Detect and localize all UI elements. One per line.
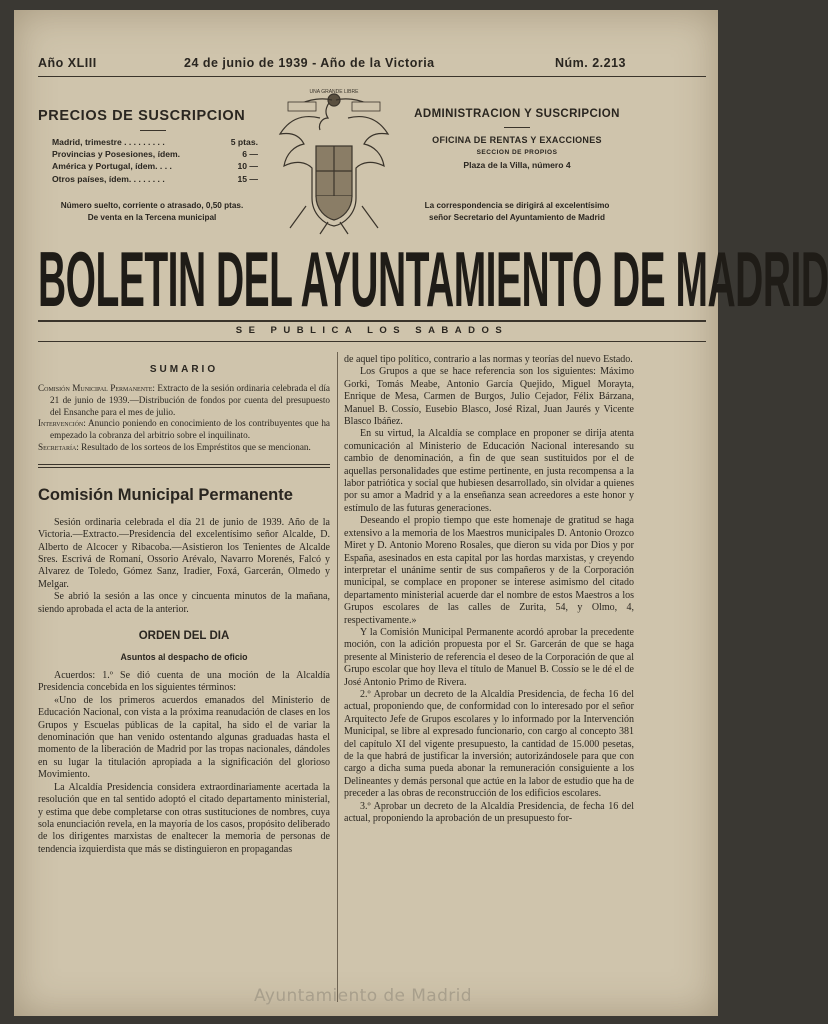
divider [504,127,530,128]
single-copy-note: Número suelto, corriente o atrasado, 0,50 ptas. [60,201,244,210]
sumario-item-head: Comisión Municipal Permanente: [38,383,155,393]
sumario-title: SUMARIO [149,364,219,375]
crest-ribbon-right [352,102,380,111]
coat-of-arms-icon [276,88,392,234]
decree-2-paragraph: 2.º Aprobar un decreto de la Alcaldía Presidencia, de fecha 16 del actual, proponiendo que, de conformidad con lo interesado por el señor Arquitecto Jefe de Grupos escolares y lo informado por la Intervención Municipal, se libre al expresado funcionario, con cargo al concepto 381 del capítulo XI del vigente presupuesto, la cantidad de 15.000 pesetas, de la que habrá de justificar la inversión; autorizándosele para que con cargo a dicha suma pueda abonar la remuneración consiguiente a los Delineantes y demás personal que actúe en la labor de estudio que ha de preceder a las obras de reconstrucción de los edificios escolares. [344,688,634,800]
newspaper-title: BOLETIN DEL AYUNTAMIENTO DE MADRID [38,235,828,323]
issue-year: Año XLIII [38,56,97,70]
price-value: 15 — [237,173,258,184]
masthead-rule [38,320,706,322]
column-divider [337,352,338,1002]
office-address: Plaza de la Villa, número 4 [463,160,571,170]
homage-paragraph: Deseando el propio tiempo que este homenaje de gratitud se haga extensivo a la memoria de los Maestros municipales D. Antonio Orozco Miret y D. Antonio Moreno Rosales, que dieron su vida por Dios y por España, asesinados en esta capital por las hordas marxistas, y creyendo interpretar el unánime sentir de sus compañeros y de la Corporación municipal, se complace en proponer se interese asimismo del citado departamento ministerial acuerde dar el nombre de estos Maestros a los Grupos escolares de las calles de Zurita, 54, y Olmo, 4, respectivamente.» [344,515,634,626]
price-row [52,173,258,185]
sumario-item [38,442,330,454]
right-column [344,354,634,825]
session-intro: Sesión ordinaria celebrada el día 21 de junio de 1939. Año de la Victoria.—Extracto.—Presidencia del excelentísimo señor Alcalde, D. Alberto de Alcocer y Ribacoba.—Asistieron los Tenientes de Alcalde Sres. Escrivá de Romaní, Ossorio Arévalo, Navarro Morenés, Falcó y Alvarez de Toledo, Gómez Sanz, Iradier, Foxá, Garcerán, Olmedo y Melgar. [38,516,330,590]
asuntos-heading: Asuntos al despacho de oficio [120,652,248,663]
left-column [38,352,330,856]
subscription-prices [52,136,258,185]
price-row [52,136,258,148]
sumario-item-text: Extracto de la sesión ordinaria celebrada el día 21 de junio de 1939.—Distribución de fondos por cuenta del presupuesto del Ensanche para el mes de julio. [50,383,330,417]
continued-paragraph: de aquel tipo político, contrario a las normas y teorías del nuevo Estado. [344,354,633,365]
office-section: SECCION DE PROPIOS [476,149,558,156]
price-value: 5 ptas. [230,137,258,147]
motion-paragraph: La Alcaldía Presidencia considera extraordinariamente acertada la resolución que en tal sentido adoptó el citado departamento ministerial, y estima que debe completarse con otras sustituciones de nombres, cuya sola enunciación revela, en la mayoría de los casos, propósito deliberado de los dirigentes marxistas de enaltecer la memoria de personas de tendencia izquierdista que más se distinguieron en propagandas [38,781,330,855]
approval-paragraph: Y la Comisión Municipal Permanente acordó aprobar la precedente moción, con la adición propuesta por el Sr. Garcerán de que se haga presente al Ministerio de referencia el deseo de la Corporación de que al Grupo escolar que hoy lleva el título de Manuel B. Cossío se le dé el de José Antonio Primo de Rivera. [344,626,634,688]
correspondence-note: La correspondencia se dirigirá al excelentísimo [424,201,610,210]
acuerdo-1: Acuerdos: 1.º Se dió cuenta de una moción de la Alcaldía Presidencia concebida en los siguientes términos: [38,670,330,694]
price-row [52,160,258,172]
sumario-list [38,383,330,454]
sumario-item-text: Resultado de los sorteos de los Empréstitos que se mencionan. [81,441,311,452]
proposal-paragraph: En su virtud, la Alcaldía se complace en proponer se dirija atenta comunicación al Ministerio de Educación Nacional interesando su cambio de denominación, a fin de que sean sustituidos por el de aquellas personalidades que estime pertinente, en justa recompensa a la labor patriótica y social que hubiesen desarrollado, sin olvidar a quienes por su amor a Madrid y a la enseñanza sean acreedores a este honor y estímulo de las futuras generaciones. [344,428,634,514]
decree-3-paragraph: 3.º Aprobar un decreto de la Alcaldía Presidencia, de fecha 16 del actual, proponiendo la aprobación de un presupuesto for- [344,800,634,825]
issue-number: Núm. 2.213 [554,56,626,70]
crest-motto: UNA GRANDE LIBRE [309,89,359,95]
subscription-notes [32,200,272,224]
price-label: Madrid, trimestre . . . . . . . . . [52,137,165,147]
price-label: Provincias y Posesiones, ídem. [52,149,181,160]
schools-list-paragraph: Los Grupos a que se hace referencia son los siguientes: Máximo Gorki, Tomás Meabe, Antonio García Quejido, Miguel Morayta, Enrique de Mesa, Carmen de Burgos, Julio Cejador, Félix Bárzana, Manuel B. Cossío, Eusebio Blasco, José Rizal, Juan Jaurés y Vicente Blasco Ibáñez. [344,366,634,428]
issue-date: 24 de junio de 1939 - Año de la Victoria [184,56,435,70]
sumario-item-head: Secretaría: [38,441,79,452]
watermark: Ayuntamiento de Madrid [254,986,472,1006]
administration-title: ADMINISTRACION Y SUSCRIPCION [414,108,620,120]
sale-note: De venta en la Tercena municipal [87,213,217,222]
sumario-item [38,383,330,418]
header-rule [38,76,706,77]
left-body [38,517,330,616]
divider [140,130,166,131]
sumario-item [38,418,330,442]
session-opening: Se abrió la sesión a las once y cincuenta minutos de la mañana, siendo aprobada el acta de la anterior. [38,591,330,615]
crest-ribbon-left [288,102,316,111]
publication-frequency: SE PUBLICA LOS SABADOS [235,325,509,336]
masthead-rule-bottom [38,341,706,342]
price-value: 6 — [242,149,258,160]
administration-notes [392,200,642,224]
price-label: América y Portugal, ídem. . . . [52,161,172,172]
newspaper-page [14,10,828,1016]
left-body-2 [38,670,330,856]
correspondence-note-2: señor Secretario del Ayuntamiento de Madrid [429,213,605,222]
sumario-item-head: Intervención: [38,418,86,429]
office-name: OFICINA DE RENTAS Y EXACCIONES [432,135,602,145]
subscription-title: PRECIOS DE SUSCRIPCION [38,108,246,124]
administration-block [392,108,642,170]
orden-del-dia-heading: ORDEN DEL DIA [138,630,230,643]
price-label: Otros países, ídem. . . . . . . . [52,173,165,184]
section-title: Comisión Municipal Permanente [38,485,293,504]
sumario-rule [38,464,330,468]
price-value: 10 — [237,161,258,172]
motion-paragraph: «Uno de los primeros acuerdos emanados del Ministerio de Educación Nacional, con vista a la próxima reanudación de clases en los Grupos y Escuelas públicas de la capital, ha sido el de variar la denominación que han venido ostentando algunas graduadas hasta el momento de la liberación de Madrid por las tropas nacionales, dándoles en su lugar la titulación apropiada a la significación del glorioso Movimiento. [38,694,330,781]
price-row [52,148,258,160]
sumario-item-text: Anuncio poniendo en conocimiento de los contribuyentes que ha empezado la cobranza del arbitrio sobre el inquilinato. [50,418,330,441]
